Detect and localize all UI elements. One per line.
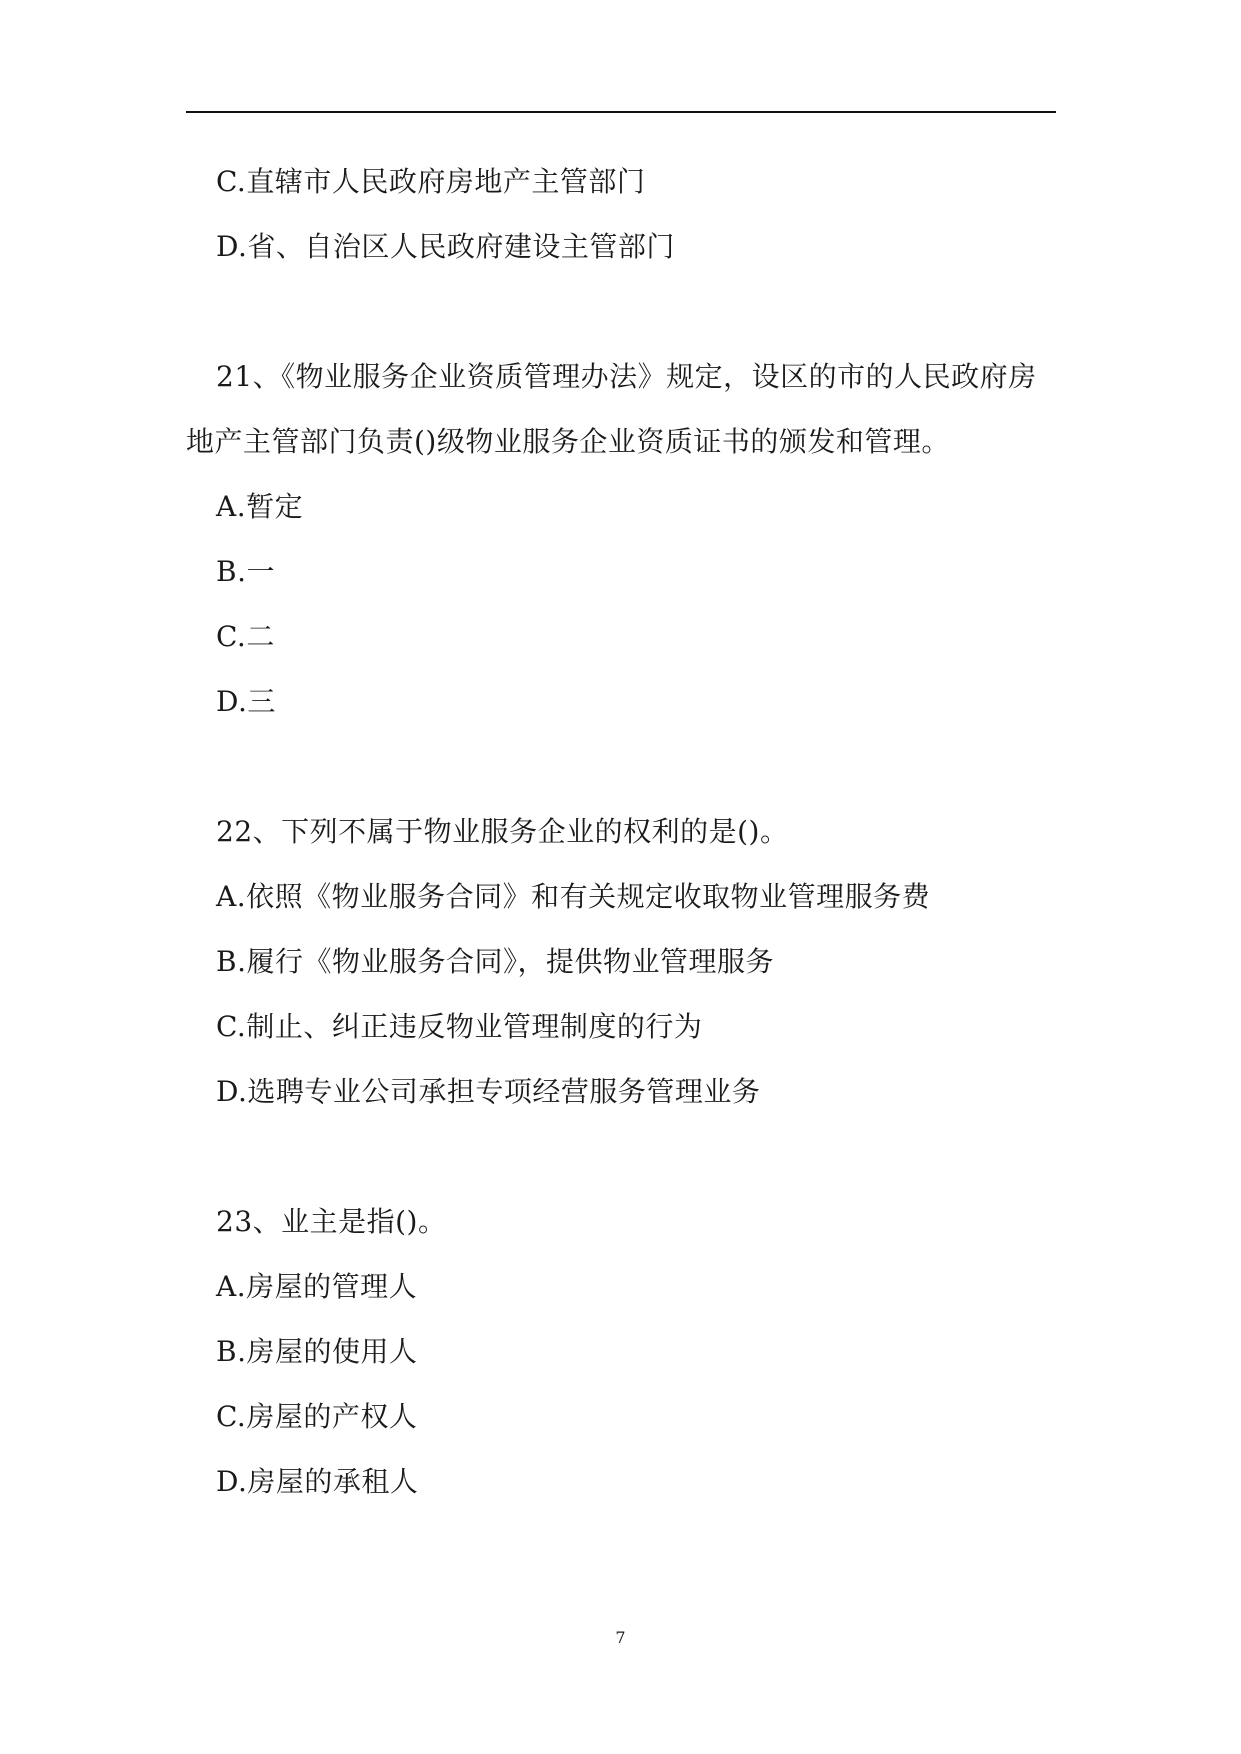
question-22-stem: 22、下列不属于物业服务企业的权利的是()。 bbox=[216, 815, 789, 848]
option-c-prev: C.直辖市人民政府房地产主管部门 bbox=[216, 165, 646, 198]
question-21-option-b: B.一 bbox=[216, 555, 275, 588]
question-23-option-d: D.房屋的承租人 bbox=[216, 1465, 419, 1498]
question-22-option-c: C.制止、纠正违反物业管理制度的行为 bbox=[216, 1010, 703, 1043]
question-21-stem-line-2: 地产主管部门负责()级物业服务企业资质证书的颁发和管理。 bbox=[186, 425, 950, 458]
question-22-option-d: D.选聘专业公司承担专项经营服务管理业务 bbox=[216, 1075, 761, 1108]
header-rule bbox=[186, 111, 1056, 113]
question-23-option-a: A.房屋的管理人 bbox=[216, 1270, 418, 1303]
page-number: 7 bbox=[615, 1628, 626, 1647]
question-22-option-b: B.履行《物业服务合同》，提供物业管理服务 bbox=[216, 945, 774, 978]
question-21-option-d: D.三 bbox=[216, 685, 276, 718]
option-d-prev: D.省、自治区人民政府建设主管部门 bbox=[216, 230, 675, 263]
question-22-option-a: A.依照《物业服务合同》和有关规定收取物业管理服务费 bbox=[216, 880, 931, 913]
question-23-option-b: B.房屋的使用人 bbox=[216, 1335, 418, 1368]
question-21-option-a: A.暂定 bbox=[216, 490, 304, 523]
question-23-option-c: C.房屋的产权人 bbox=[216, 1400, 418, 1433]
question-23-stem: 23、业主是指()。 bbox=[216, 1205, 447, 1238]
question-21-stem-line-1: 21、《物业服务企业资质管理办法》规定，设区的市的人民政府房 bbox=[216, 360, 1037, 393]
question-21-option-c: C.二 bbox=[216, 620, 275, 653]
